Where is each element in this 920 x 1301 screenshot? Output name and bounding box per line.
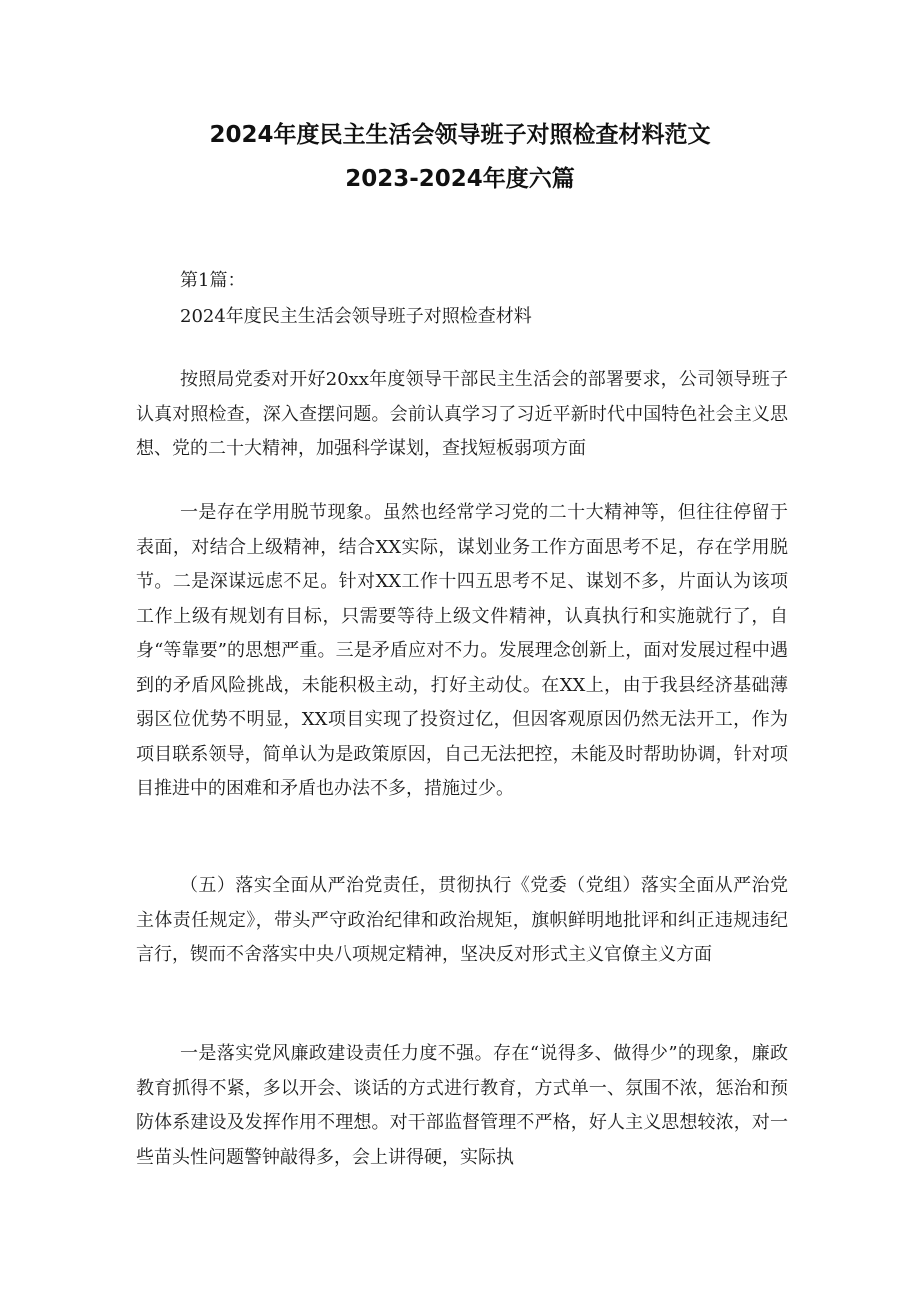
paragraph-intro: 按照局党委对开好20xx年度领导干部民主生活会的部署要求，公司领导班子认真对照检查，深入查摆问题。会前认真学习了习近平新时代中国特色社会主义思想、党的二十大精神，加强科学谋划，查找短板弱项方面 <box>136 369 788 459</box>
paragraph-section-five: （五）落实全面从严治党责任，贯彻执行《党委（党组）落实全面从严治党主体责任规定》，带头严守政治纪律和政治规矩，旗帜鲜明地批评和纠正违规违纪言行，锲而不舍落实中央八项规定精神，坚决反对形式主义官僚主义方面 <box>136 875 788 965</box>
section-subtitle: 2024年度民主生活会领导班子对照检查材料 <box>180 306 532 327</box>
section-label: 第1篇： <box>180 270 246 291</box>
document-subtitle: 2023-2024年度六篇 <box>345 166 575 192</box>
paragraph-integrity: 一是落实党风廉政建设责任力度不强。存在“说得多、做得少”的现象，廉政教育抓得不紧，多以开会、谈话的方式进行教育，方式单一、氛围不浓，惩治和预防体系建设及发挥作用不理想。对干部监督管理不严格，好人主义思想较浓，对一些苗头性问题警钟敲得多，会上讲得硬，实际执 <box>136 1043 788 1168</box>
paragraph-problems: 一是存在学用脱节现象。虽然也经常学习党的二十大精神等，但往往停留于表面，对结合上级精神，结合XX实际，谋划业务工作方面思考不足，存在学用脱节。二是深谋远虑不足。针对XX工作十四五思考不足、谋划不多，片面认为该项工作上级有规划有目标，只需要等待上级文件精神，认真执行和实施就行了，自身“等靠要”的思想严重。三是矛盾应对不力。发展理念创新上，面对发展过程中遇到的矛盾风险挑战，未能积极主动，打好主动仗。在XX上，由于我县经济基础薄弱区位优势不明显，XX项目实现了投资过亿，但因客观原因仍然无法开工，作为项目联系领导，简单认为是政策原因，自己无法把控，未能及时帮助协调，针对项目推进中的困难和矛盾也办法不多，措施过少。 <box>136 502 788 799</box>
document-title: 2024年度民主生活会领导班子对照检查材料范文 <box>209 122 711 148</box>
